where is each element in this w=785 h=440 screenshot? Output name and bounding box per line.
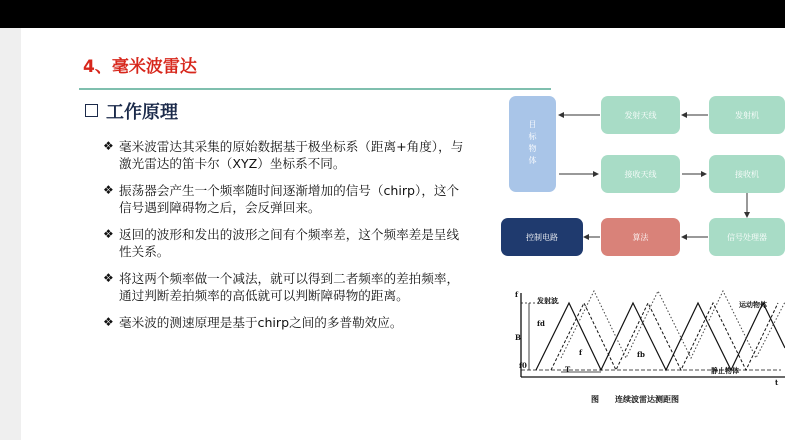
fb-label: fb: [637, 350, 645, 359]
figure-caption: 图 连续波雷达测距图: [591, 395, 679, 404]
static-object-label: 静止物体: [711, 366, 739, 375]
slide-canvas: [21, 28, 785, 440]
beat-freq-label: f: [579, 348, 583, 357]
diamond-bullet-icon: ❖: [103, 227, 114, 241]
section-heading-text: 工作原理: [106, 102, 178, 123]
diamond-bullet-icon: ❖: [103, 139, 114, 153]
diamond-bullet-icon: ❖: [103, 183, 114, 197]
fd-label: fd: [537, 319, 545, 328]
period-label: T: [565, 365, 571, 374]
list-item: ❖ 毫米波的测速原理是基于chirp之间的多普勒效应。: [103, 315, 403, 330]
control-circuit-box: 控制电路: [501, 218, 583, 256]
diamond-bullet-icon: ❖: [103, 315, 114, 329]
fmcw-waveform-figure: [21, 28, 785, 440]
algorithm-box: 算法: [601, 218, 680, 256]
freq-axis-label: f: [515, 290, 519, 299]
tx-antenna-box: 发射天线: [601, 96, 680, 134]
list-item: ❖ 返回的波形和发出的波形之间有个频率差，这个频率差是呈线性关系。: [103, 227, 460, 259]
signal-processor-box: 信号处理器: [709, 218, 785, 256]
left-margin-strip: [0, 28, 21, 440]
slide-title: 4、毫米波雷达: [83, 57, 197, 77]
f0-label: f0: [519, 361, 527, 370]
transmitter-box: 发射机: [709, 96, 785, 134]
list-item: ❖ 将这两个频率做一个减法，就可以得到二者频率的差拍频率，通过判断差拍频率的高低就可以判断障碍物的距离。: [103, 271, 460, 303]
top-black-bar: [0, 0, 785, 28]
time-axis-label: t: [775, 378, 779, 387]
target-object-box: 目标物体: [509, 96, 556, 192]
list-item: ❖ 毫米波雷达其采集的原始数据基于极坐标系（距离+角度），与激光雷达的笛卡尔（XYZ）坐标系不同。: [103, 139, 464, 171]
moving-object-label: 运动物体: [739, 300, 767, 309]
bandwidth-label: B: [515, 333, 521, 342]
receiver-box: 接收机: [709, 155, 785, 193]
rx-antenna-box: 接收天线: [601, 155, 680, 193]
list-item: ❖ 振荡器会产生一个频率随时间逐渐增加的信号（chirp），这个信号遇到障碍物之后，会反弹回来。: [103, 183, 460, 215]
diamond-bullet-icon: ❖: [103, 271, 114, 285]
tx-wave-label: 发射波: [537, 296, 558, 305]
